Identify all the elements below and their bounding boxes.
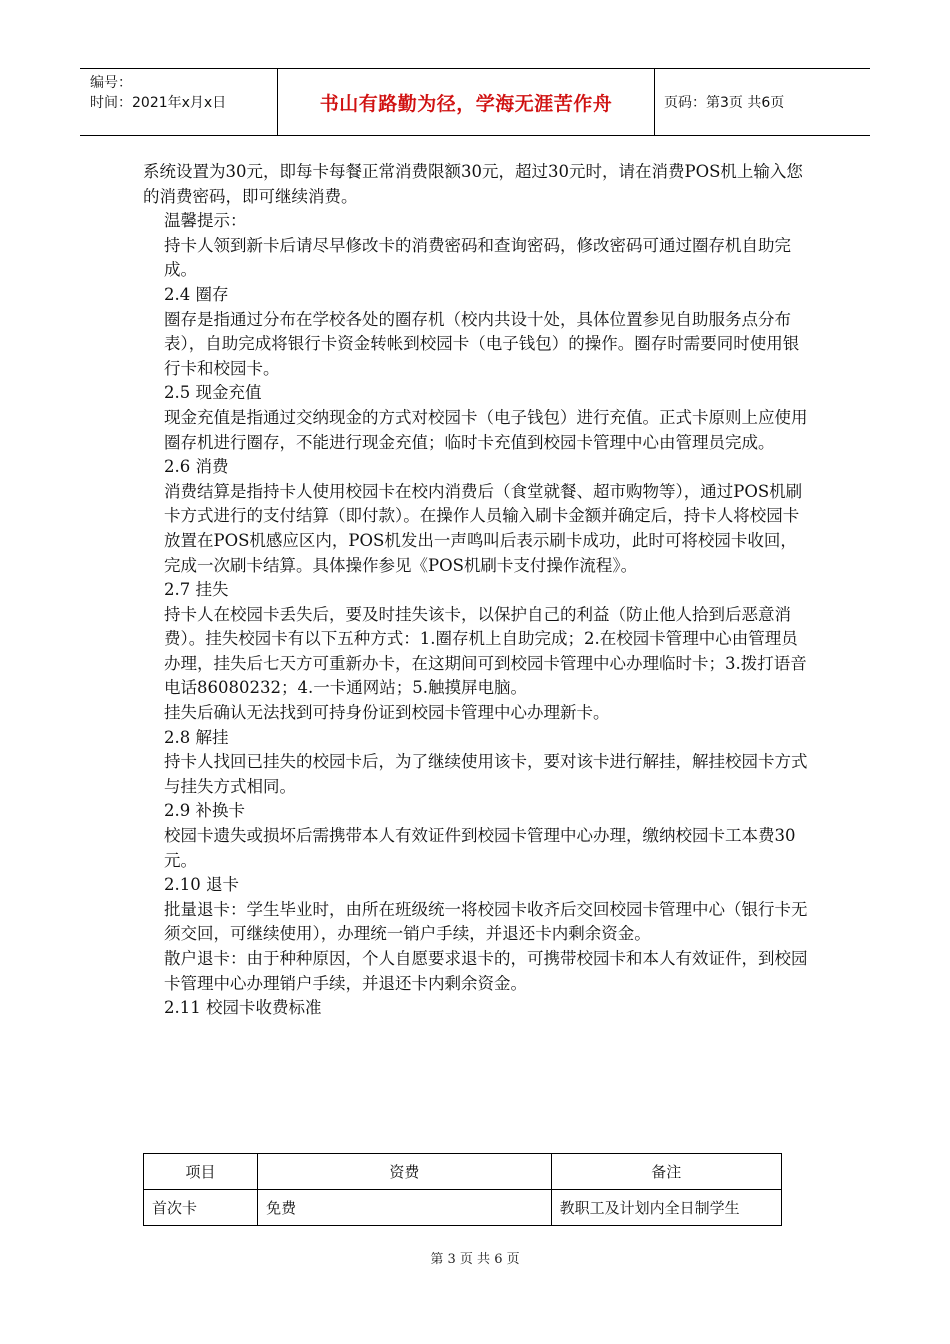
body-paragraph: 2.10 退卡 bbox=[164, 875, 239, 895]
body-paragraph: 2.4 圈存 bbox=[164, 284, 229, 304]
body-paragraph: 散户退卡：由于种种原因，个人自愿要求退卡的，可携带校园卡和本人有效证件，到校园卡管理中心办理销户手续，并退还卡内剩余资金。 bbox=[164, 949, 808, 993]
body-paragraph: 校园卡遗失或损坏后需携带本人有效证件到校园卡管理中心办理，缴纳校园卡工本费30元。 bbox=[164, 826, 796, 870]
body-paragraph: 2.8 解挂 bbox=[164, 727, 229, 747]
page-header bbox=[80, 68, 870, 136]
table-cell: 教职工及计划内全日制学生 bbox=[551, 1190, 781, 1226]
table-row bbox=[144, 1190, 782, 1226]
header-motto: 书山有路勤为径，学海无涯苦作舟 bbox=[319, 92, 613, 115]
body-paragraph: 持卡人找回已挂失的校园卡后，为了继续使用该卡，要对该卡进行解挂，解挂校园卡方式与挂失方式相同。 bbox=[164, 752, 808, 796]
body-paragraph: 2.9 补换卡 bbox=[164, 801, 245, 821]
body-paragraph: 温馨提示： bbox=[164, 211, 247, 231]
table-header-row bbox=[144, 1154, 782, 1190]
table-header-cell: 项目 bbox=[144, 1154, 258, 1190]
table-header-cell: 备注 bbox=[551, 1154, 781, 1190]
body-paragraph: 2.5 现金充值 bbox=[164, 383, 262, 403]
body-paragraph: 系统设置为30元，即每卡每餐正常消费限额30元，超过30元时，请在消费POS机上输入您的消费密码，即可继续消费。 bbox=[143, 162, 803, 206]
table-cell: 免费 bbox=[258, 1190, 551, 1226]
document-number-label: 编号： bbox=[90, 75, 132, 91]
body-paragraph: 消费结算是指持卡人使用校园卡在校内消费后（食堂就餐、超市购物等），通过POS机刷卡方式进行的支付结算（即付款）。在操作人员输入刷卡金额并确定后，持卡人将校园卡放置在POS机感应区内，POS机发出一声鸣叫后表示刷卡成功，此时可将校园卡收回，完成一次刷卡结算。具体操作参见《POS机刷卡支付操作流程》。 bbox=[164, 481, 803, 575]
document-time-label: 时间：2021年x月x日 bbox=[90, 95, 227, 111]
body-paragraph: 2.11 校园卡收费标准 bbox=[164, 998, 322, 1018]
body-paragraph: 持卡人在校园卡丢失后，要及时挂失该卡，以保护自己的利益（防止他人拾到后恶意消费）。挂失校园卡有以下五种方式：1.圈存机上自助完成；2.在校园卡管理中心由管理员办理，挂失后七天方可重新办卡，在这期间可到校园卡管理中心办理临时卡；3.拨打语音电话86080232；4.一卡通网站；5.触摸屏电脑。 bbox=[164, 604, 807, 698]
body-paragraph: 2.7 挂失 bbox=[164, 580, 229, 600]
table-cell: 首次卡 bbox=[144, 1190, 258, 1226]
table-header-cell: 资费 bbox=[258, 1154, 551, 1190]
body-paragraph: 持卡人领到新卡后请尽早修改卡的消费密码和查询密码，修改密码可通过圈存机自助完成。 bbox=[164, 235, 791, 280]
body-paragraph: 2.6 消费 bbox=[164, 457, 229, 477]
body-paragraph: 挂失后确认无法找到可持身份证到校园卡管理中心办理新卡。 bbox=[164, 703, 610, 723]
page-footer: 第 3 页 共 6 页 bbox=[430, 1252, 520, 1267]
body-paragraph: 现金充值是指通过交纳现金的方式对校园卡（电子钱包）进行充值。正式卡原则上应使用圈存机进行圈存，不能进行现金充值；临时卡充值到校园卡管理中心由管理员完成。 bbox=[164, 407, 808, 452]
header-meta bbox=[90, 73, 226, 113]
document-body bbox=[143, 160, 811, 1021]
header-page-number: 页码：第3页 共6页 bbox=[664, 95, 785, 111]
body-paragraph: 圈存是指通过分布在学校各处的圈存机（校内共设十处，具体位置参见自助服务点分布表），自助完成将银行卡资金转帐到校园卡（电子钱包）的操作。圈存时需要同时使用银行卡和校园卡。 bbox=[164, 309, 800, 378]
header-divider bbox=[654, 69, 655, 135]
fee-standard-table bbox=[143, 1153, 782, 1226]
body-paragraph: 批量退卡：学生毕业时，由所在班级统一将校园卡收齐后交回校园卡管理中心（银行卡无须交回，可继续使用），办理统一销户手续，并退还卡内剩余资金。 bbox=[164, 899, 808, 944]
